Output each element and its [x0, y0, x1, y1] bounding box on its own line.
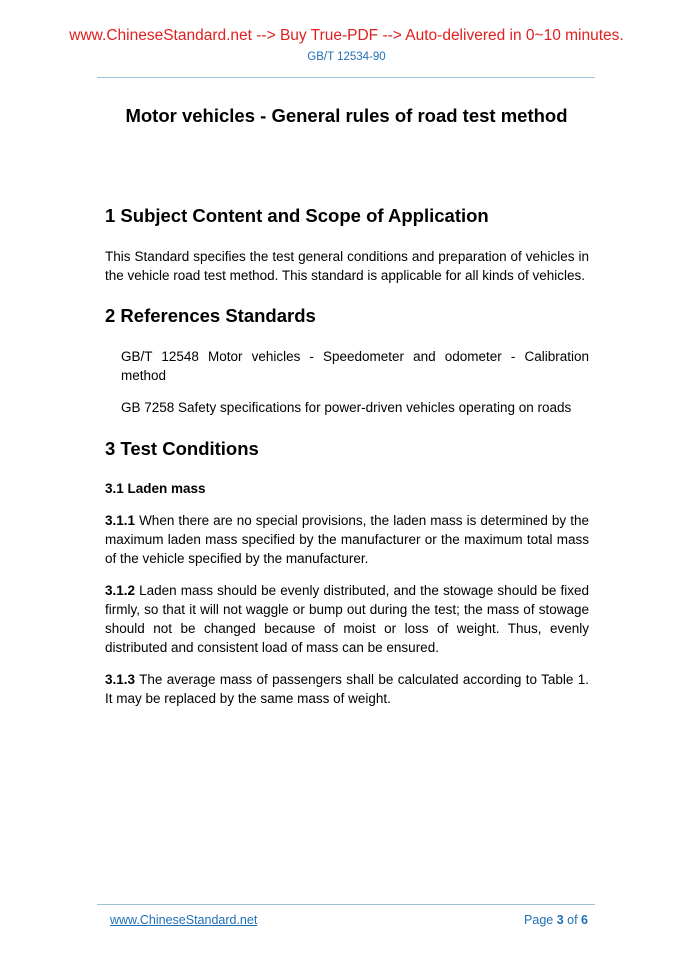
clause-number: 3.1.2 [105, 583, 136, 598]
clause-3-1-1 [105, 511, 589, 568]
clause-text: Laden mass should be evenly distributed, and the stowage should be fixed firmly, so that it will not waggle or bump out during the test; the mass of stowage should not be changed because of moist or loss of weight. Thus, evenly distributed and consistent load of mass can be ensured. [105, 583, 589, 655]
clause-3-1-3 [105, 670, 589, 708]
page-prefix: Page [524, 913, 557, 927]
page-indicator [524, 913, 588, 927]
page-of: of [563, 913, 582, 927]
purchase-banner[interactable]: www.ChineseStandard.net --> Buy True-PDF --> Auto-delivered in 0~10 minutes. [69, 27, 624, 44]
subsection-3-1-heading: 3.1 Laden mass [105, 481, 206, 496]
page-total: 6 [581, 913, 588, 927]
page-current: 3 [556, 913, 564, 927]
header-divider [97, 77, 595, 78]
clause-3-1-2 [105, 581, 589, 657]
section-2-heading: 2 References Standards [105, 305, 316, 326]
document-body [105, 203, 589, 708]
clause-text: When there are no special provisions, the laden mass is determined by the maximum laden mass specified by the manufacturer or the maximum total mass of the vehicle specified by the manufacturer. [105, 513, 589, 566]
footer-divider [97, 904, 595, 905]
section-1-body: This Standard specifies the test general conditions and preparation of vehicles in the vehicle road test method. This standard is applicable for all kinds of vehicles. [105, 249, 589, 283]
document-title: Motor vehicles - General rules of road test method [125, 105, 568, 126]
clause-number: 3.1.1 [105, 513, 136, 528]
document-id: GB/T 12534-90 [307, 51, 386, 63]
section-1-heading: 1 Subject Content and Scope of Application [105, 205, 489, 226]
clause-text: The average mass of passengers shall be calculated according to Table 1. It may be replaced by the same mass of weight. [105, 672, 589, 706]
section-3-heading: 3 Test Conditions [105, 438, 259, 459]
footer-website-link[interactable]: www.ChineseStandard.net [110, 913, 258, 927]
reference-item: GB/T 12548 Motor vehicles - Speedometer and odometer - Calibration method [121, 349, 589, 383]
reference-item: GB 7258 Safety specifications for power-driven vehicles operating on roads [121, 400, 572, 415]
clause-number: 3.1.3 [105, 672, 136, 687]
